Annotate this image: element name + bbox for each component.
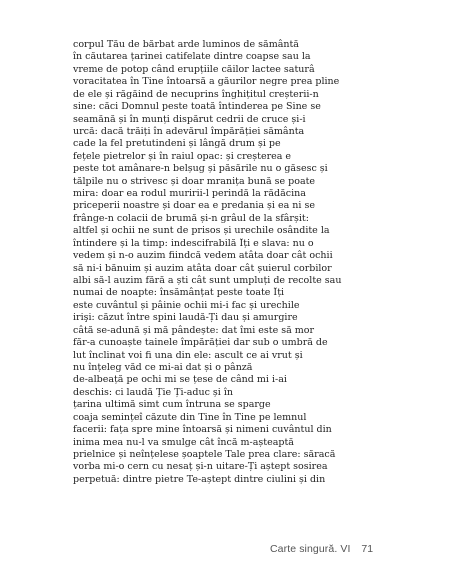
poem-text bbox=[73, 39, 413, 486]
text-line: numai de noapte: însămânțat peste toate Îți bbox=[73, 287, 285, 299]
text-line: vorba mi-o cern cu nesaț și-n uitare-Ți aștept sosirea bbox=[73, 461, 328, 473]
text-line: este cuvântul și pâinie ochii mi-i fac și urechile bbox=[73, 299, 300, 311]
text-line: urcă: dacă trăiți în adevărul împărăției sământa bbox=[73, 125, 305, 137]
text-line: vreme de potop când erupțiile căilor lactee saturâ bbox=[73, 63, 315, 75]
text-line: coaja semințeî căzute din Tine în Tine pe lemnul bbox=[73, 411, 307, 423]
text-line: țarina ultimă simt cum întruna se sparge bbox=[73, 399, 271, 411]
text-line: corpul Tău de bărbat arde luminos de sământă bbox=[73, 39, 299, 50]
page-number: 71 bbox=[361, 543, 374, 555]
text-line: vedem și n-o auzim fiindcă vedem atâta doar cât ochii bbox=[73, 250, 333, 262]
text-line: irişi: căzut între spini laudă-Ți dau și amurgire bbox=[73, 312, 298, 324]
text-line: de ele și răgăind de necuprins înghițitul creșterii-n bbox=[73, 88, 319, 100]
text-line: albi să-l auzim fără a ști cât sunt umpluți de recolte sau bbox=[73, 275, 342, 287]
text-line: priceperii noastre și doar ea e predania și ea ni se bbox=[73, 200, 315, 212]
text-line: să ni-i bănuim și auzim atâta doar cât șuierul corbilor bbox=[73, 262, 332, 274]
text-line: de-albeață pe ochi mi se țese de când mi i-ai bbox=[73, 374, 287, 386]
text-line: seamănă și în munți dispărut cedrii de cruce și-i bbox=[73, 113, 306, 125]
text-line: frânge-n colacii de brumă și-n grâul de la sfârșit: bbox=[73, 212, 309, 224]
text-line: facerii: fața spre mine întoarsă și nimeni cuvântul din bbox=[73, 424, 332, 436]
text-line: câtă se-adună și mă pândește: dat îmi este să mor bbox=[73, 324, 315, 336]
text-line: tălpile nu o strivesc și doar mranița bună se poate bbox=[73, 175, 316, 187]
text-line: peste tot amânare-n belșug și păsările nu o găsesc și bbox=[73, 163, 328, 175]
text-line: întindere și la timp: indescifrabilă Îți e slava: nu o bbox=[73, 237, 314, 249]
text-line: lut înclinat voi fi una din ele: ascult ce ai vrut și bbox=[73, 349, 303, 361]
text-line: inima mea nu-l va smulge cât încă m-așteaptă bbox=[73, 436, 294, 448]
text-line: perpetuă: dintre pietre Te-aștept dintre ciulini și din bbox=[73, 473, 326, 485]
text-line: voracitatea în Tine întoarsă a găurilor negre prea pline bbox=[73, 76, 340, 88]
text-line: fețele pietrelor și în raiul opac: și creșterea e bbox=[73, 150, 292, 162]
text-line: sine: căci Domnul peste toată întinderea pe Sine se bbox=[73, 101, 321, 113]
page-footer bbox=[270, 543, 410, 555]
text-line: în căutarea țarinei catifelate dintre coapse sau la bbox=[73, 51, 311, 63]
running-footer-title: Carte singură. VI bbox=[270, 543, 351, 555]
text-line: altfel și ochii ne sunt de prisos și urechile osândite la bbox=[73, 225, 330, 237]
text-line: nu înțeleg văd ce mi-ai dat și o pânză bbox=[73, 361, 253, 373]
text-line: prielnice și neînțelese șoaptele Tale prea clare: săracă bbox=[73, 448, 336, 460]
text-line: deschis: ci laudă Ție Ți-aduc și în bbox=[73, 386, 234, 398]
text-line: făr-a cunoaște tainele împărăției dar sub o umbră de bbox=[73, 337, 328, 349]
text-line: cade la fel pretutindeni și lângă drum și pe bbox=[73, 138, 281, 150]
text-line: mira: doar ea rodul muririi-l perindă la rădăcina bbox=[73, 188, 306, 200]
